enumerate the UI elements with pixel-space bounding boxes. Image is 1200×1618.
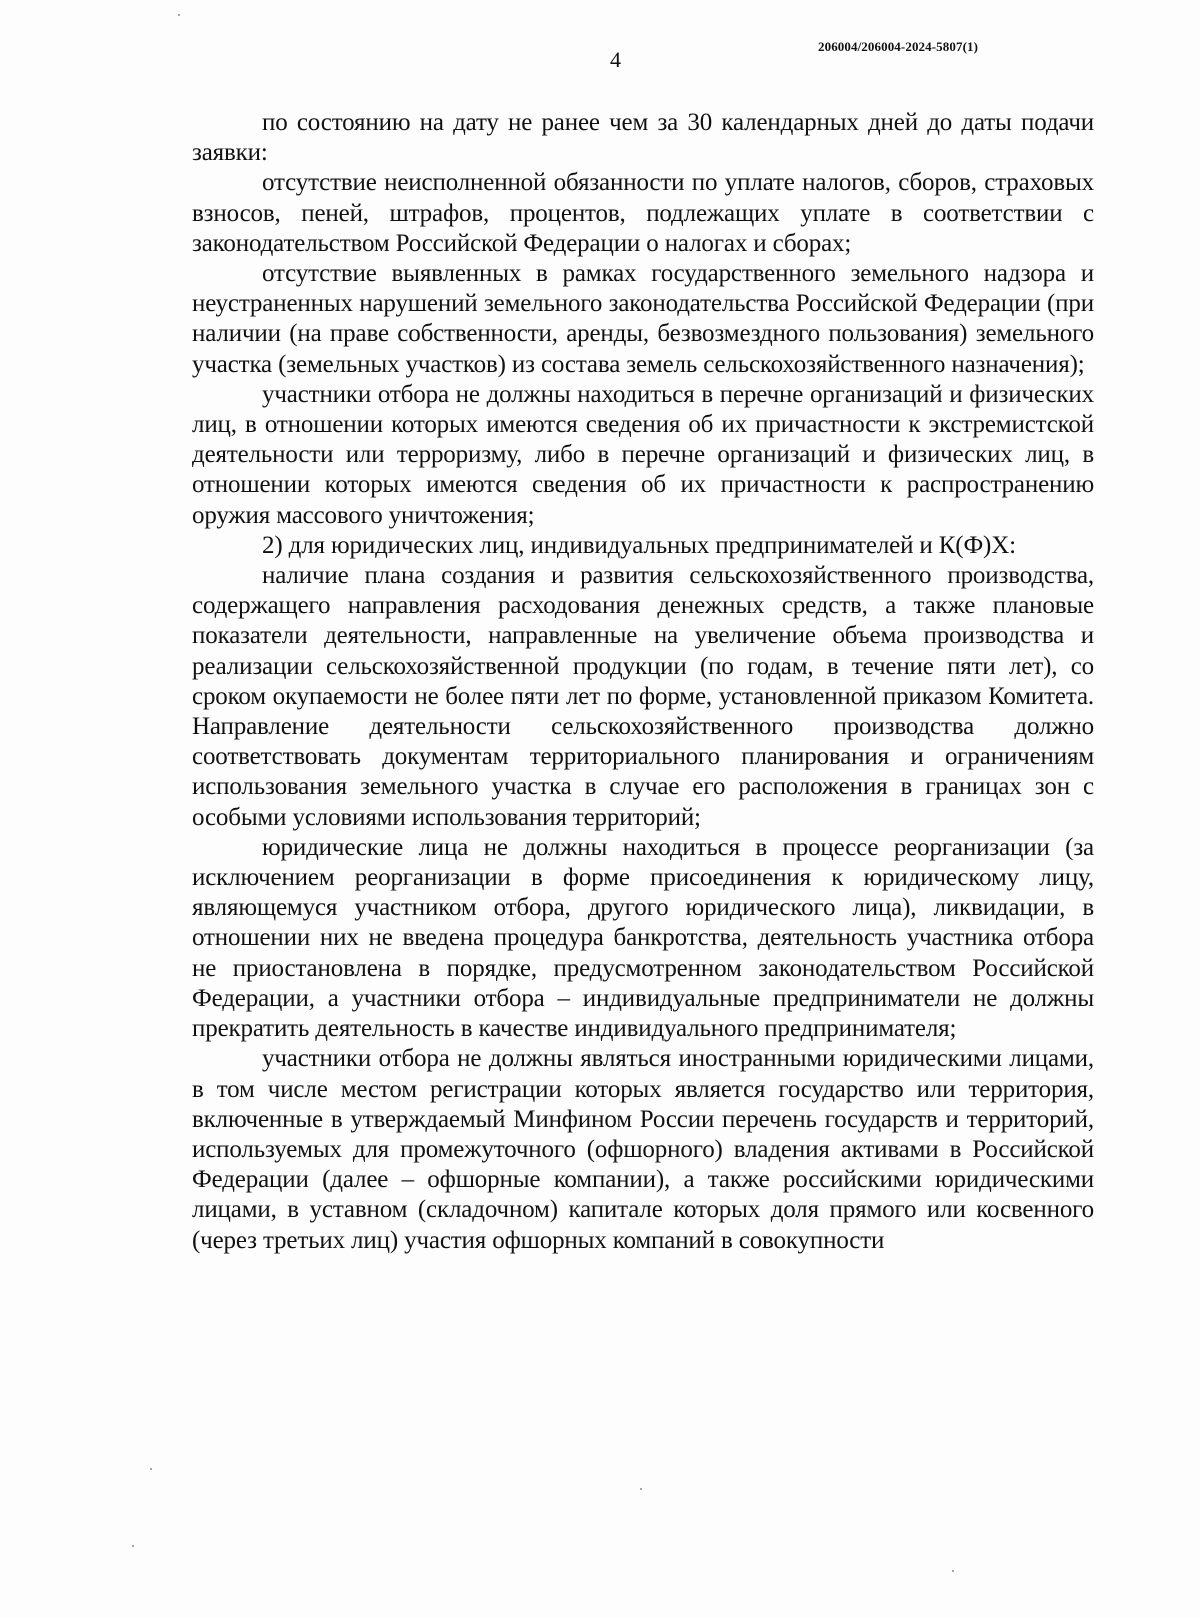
scan-speck <box>178 14 180 16</box>
scan-speck <box>952 1570 954 1572</box>
scan-speck <box>640 1488 642 1490</box>
paragraph: наличие плана создания и развития сельскохозяйственного производства, содержащего направления расходования денежных средств, а также плановые показатели деятельности, направленные на увеличение объема производства и реализации сельскохозяйственной продукции (по годам, в течение пяти лет), со сроком окупаемости не более пяти лет по форме, установленной приказом Комитета. Направление деятельности сельскохозяйственного производства должно соответствовать документам территориального планирования и ограничениям использования земельного участка в случае его расположения в границах зон с особыми условиями использования территорий; <box>192 562 1094 831</box>
document-body <box>192 108 1094 1256</box>
paragraph: участники отбора не должны находиться в перечне организаций и физических лиц, в отношении которых имеются сведения об их причастности к экстремистской деятельности или терроризму, либо в перечне организаций и физических лиц, в отношении которых имеются сведения об их причастности к распространению оружия массового уничтожения; <box>192 380 1094 529</box>
paragraph: участники отбора не должны являться иностранными юридическими лицами, в том числе местом регистрации которых является государство или территория, включенные в утверждаемый Минфином России перечень государств и территорий, используемых для промежуточного (офшорного) владения активами в Российской Федерации (далее – офшорные компании), а также российскими юридическими лицами, в уставном (складочном) капитале которых доля прямого или косвенного (через третьих лиц) участия офшорных компаний в совокупности <box>192 1045 1094 1254</box>
scan-speck <box>150 1468 152 1470</box>
paragraph: юридические лица не должны находиться в процессе реорганизации (за исключением реорганизации в форме присоединения к юридическому лицу, являющемуся участником отбора, другого юридического лица), ликвидации, в отношении них не введена процедура банкротства, деятельность участника отбора не приостановлена в порядке, предусмотренном законодательством Российской Федерации, а участники отбора – индивидуальные предприниматели не должны прекратить деятельность в качестве индивидуального предпринимателя; <box>192 833 1094 1043</box>
paragraph: отсутствие выявленных в рамках государственного земельного надзора и неустраненных нарушений земельного законодательства Российской Федерации (при наличии (на праве собственности, аренды, безвозмездного пользования) земельного участка (земельных участков) из состава земель сельскохозяйственного назначения); <box>192 260 1094 378</box>
paragraph: 2) для юридических лиц, индивидуальных предпринимателей и К(Ф)Х: <box>262 531 1016 559</box>
paragraph: по состоянию на дату не ранее чем за 30 календарных дней до даты подачи заявки: <box>192 109 1094 167</box>
paragraph: отсутствие неисполненной обязанности по уплате налогов, сборов, страховых взносов, пеней, штрафов, процентов, подлежащих уплате в соответствии с законодательством Российской Федерации о налогах и сборах; <box>192 169 1094 257</box>
scan-speck <box>132 1545 134 1547</box>
document-number: 206004/206004-2024-5807(1) <box>818 39 979 54</box>
page-number: 4 <box>610 47 621 72</box>
